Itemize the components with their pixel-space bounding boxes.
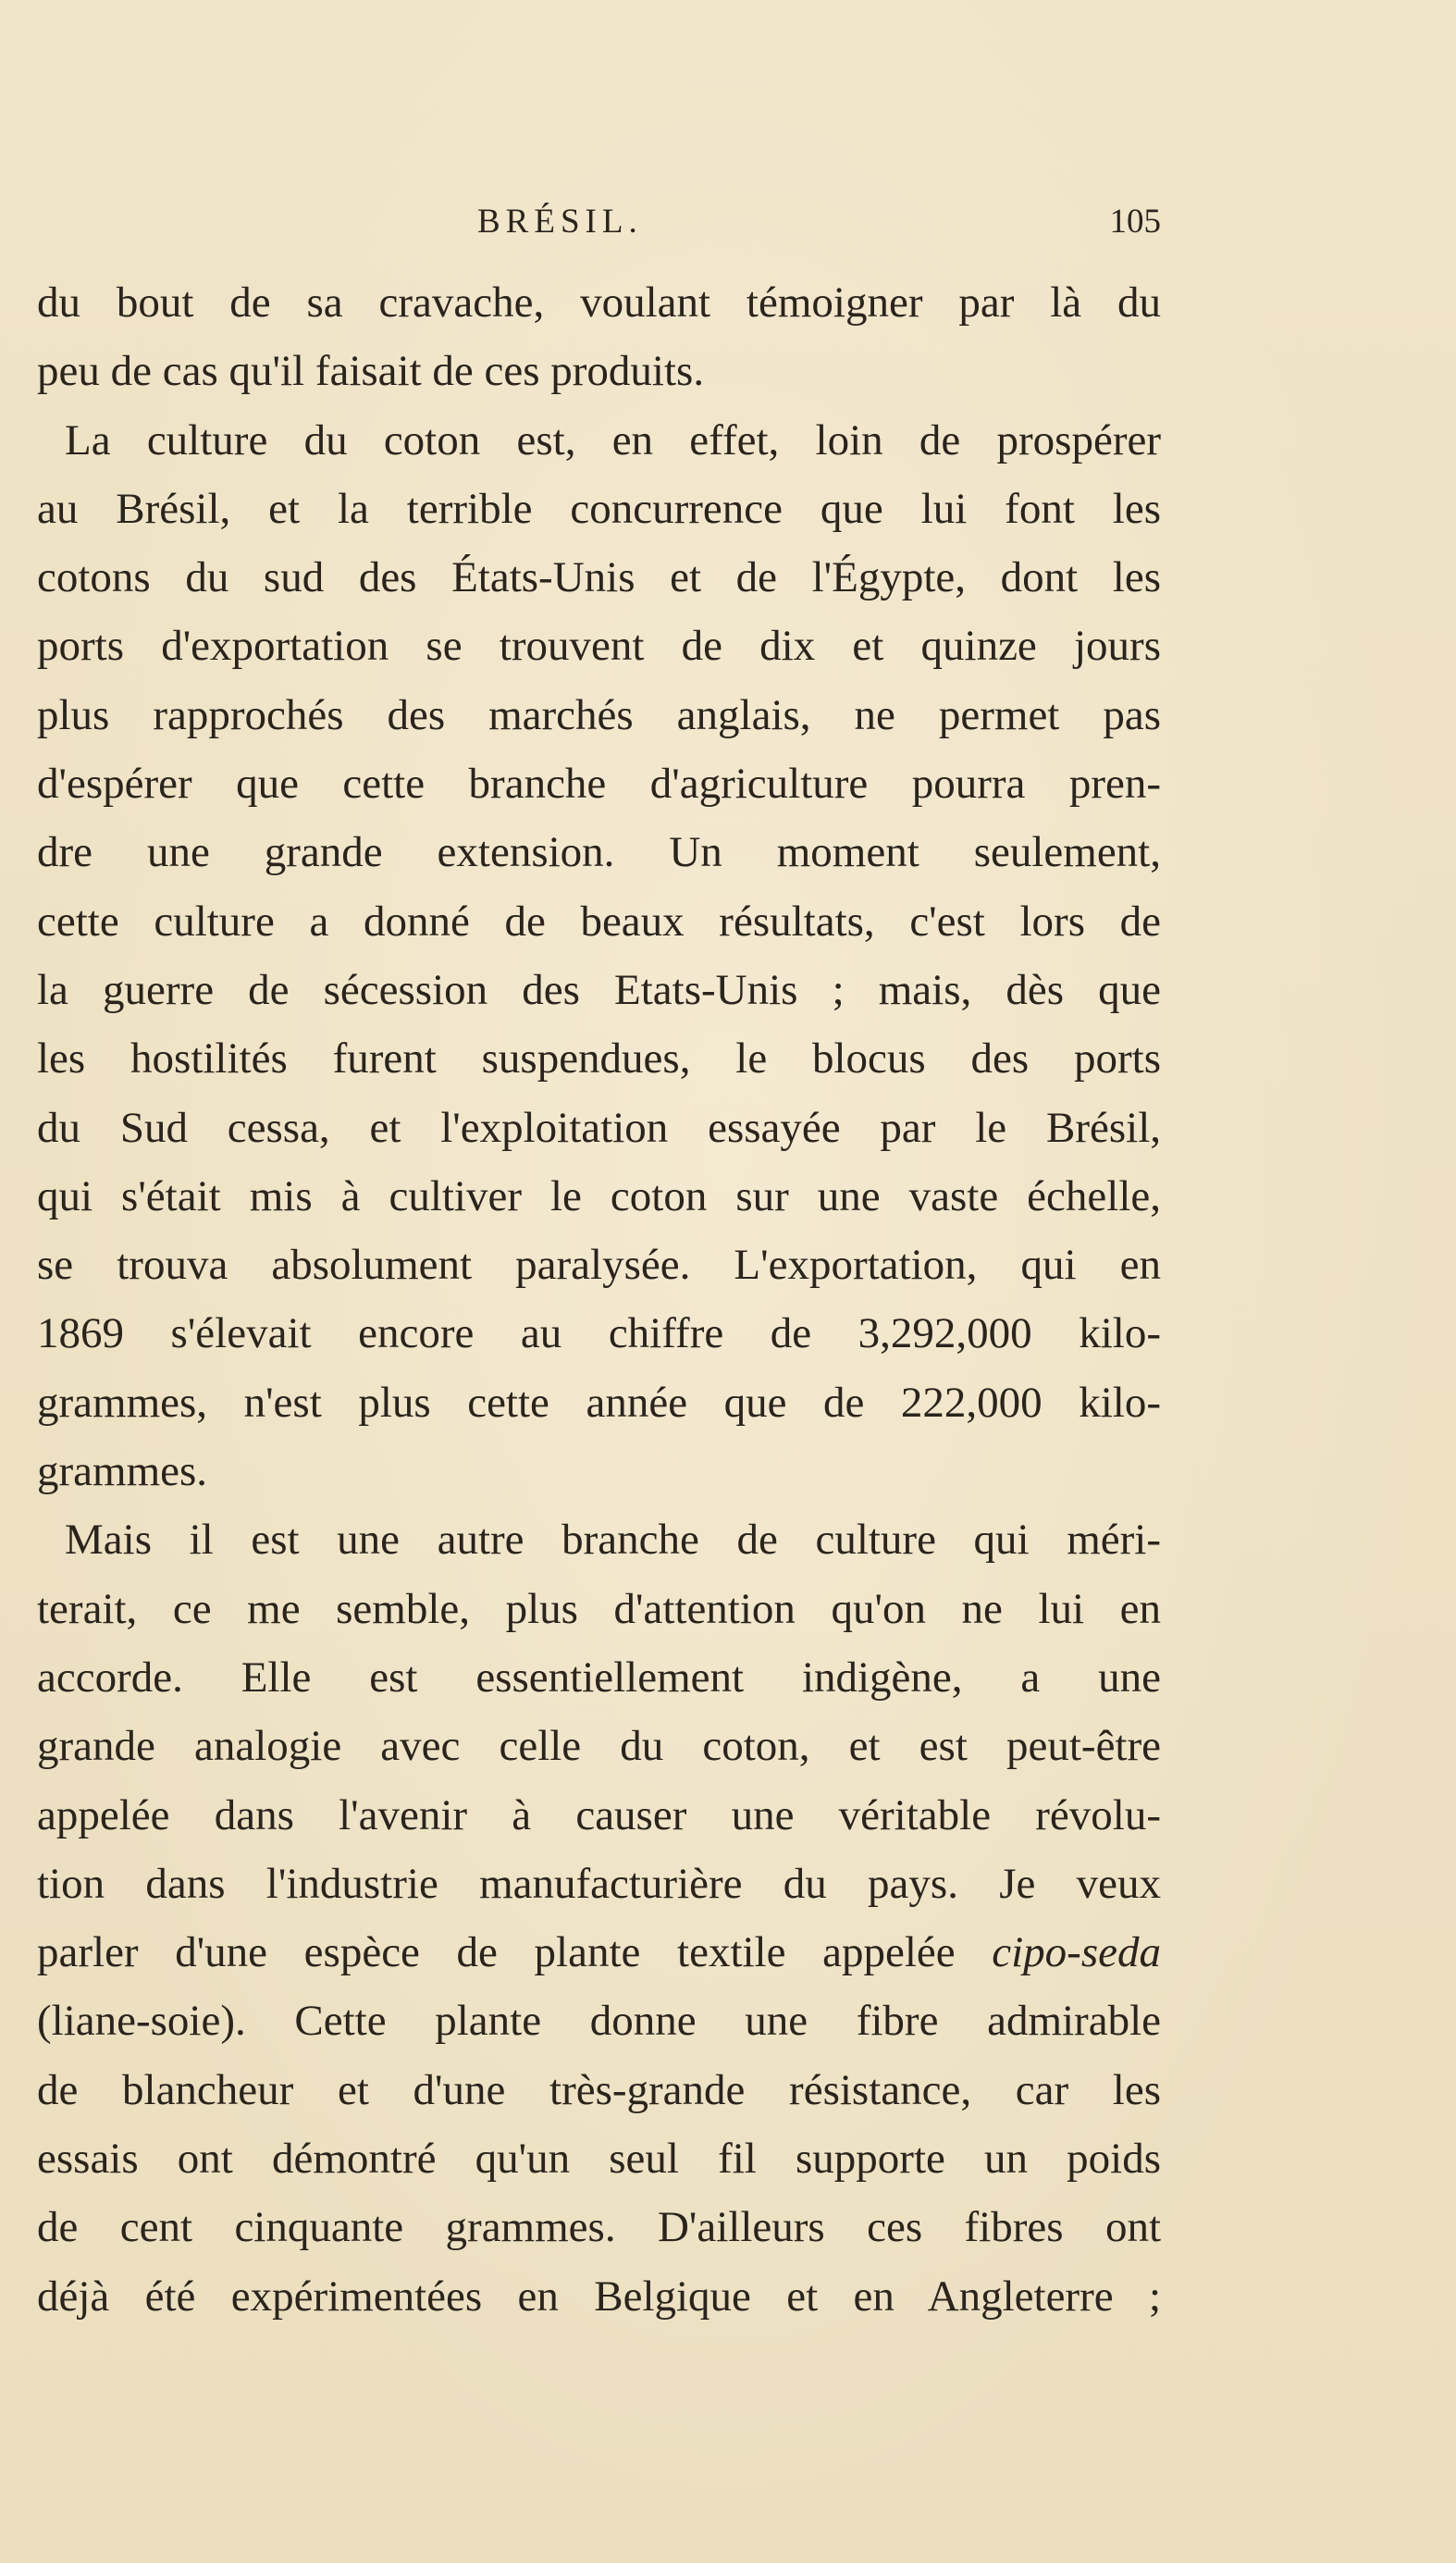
text-line: plus rapprochés des marchés anglais, ne permet pas — [37, 690, 1161, 739]
body-text — [37, 268, 1161, 2331]
text-line-with-italic — [37, 1918, 1161, 1987]
italic-term: cipo-seda — [992, 1928, 1161, 1977]
line-text: parler d'une espèce de plante textile appelée — [37, 1928, 956, 1977]
text-line: accorde. Elle est essentiellement indigène, a une — [37, 1653, 1161, 1702]
text-line: essais ont démontré qu'un seul fil supporte un poids — [37, 2135, 1161, 2184]
text-line: qui s'était mis à cultiver le coton sur une vaste échelle, — [37, 1171, 1161, 1220]
text-line: déjà été expérimentées en Belgique et en Angleterre ; — [37, 2272, 1161, 2321]
text-line: ports d'exportation se trouvent de dix et quinze jours — [37, 622, 1161, 671]
text-line: au Brésil, et la terrible concurrence que lui font les — [37, 484, 1161, 533]
text-line: cette culture a donné de beaux résultats, c'est lors de — [37, 897, 1161, 946]
text-line: peu de cas qu'il faisait de ces produits. — [37, 347, 705, 396]
text-line: grammes, n'est plus cette année que de 222,000 kilo- — [37, 1378, 1161, 1427]
text-line: tion dans l'industrie manufacturière du pays. Je veux — [37, 1859, 1161, 1908]
page-header — [37, 202, 1161, 257]
text-line: terait, ce me semble, plus d'attention qu'on ne lui en — [37, 1584, 1161, 1633]
text-line: cotons du sud des États-Unis et de l'Égypte, dont les — [37, 553, 1161, 602]
text-line: de cent cinquante grammes. D'ailleurs ces fibres ont — [37, 2203, 1161, 2252]
text-line: les hostilités furent suspendues, le blocus des ports — [37, 1034, 1161, 1083]
running-title: BRÉSIL. — [477, 203, 643, 241]
paragraph-start-line: Mais il est une autre branche de culture qui méri- — [65, 1516, 1161, 1565]
paragraph-start-line: La culture du coton est, en effet, loin de prospérer — [65, 415, 1161, 464]
text-line: la guerre de sécession des Etats-Unis ; mais, dès que — [37, 965, 1161, 1014]
text-line: se trouva absolument paralysée. L'exportation, qui en — [37, 1241, 1161, 1290]
text-line: dre une grande extension. Un moment seulement, — [37, 828, 1161, 877]
text-line: de blancheur et d'une très-grande résistance, car les — [37, 2065, 1161, 2114]
text-line: du Sud cessa, et l'exploitation essayée par le Brésil, — [37, 1103, 1161, 1152]
text-line: grammes. — [37, 1447, 208, 1496]
page-number: 105 — [1109, 203, 1161, 241]
text-line: 1869 s'élevait encore au chiffre de 3,292,000 kilo- — [37, 1309, 1161, 1358]
text-line: appelée dans l'avenir à causer une véritable révolu- — [37, 1790, 1161, 1839]
text-line: (liane-soie). Cette plante donne une fibre admirable — [37, 1997, 1161, 2046]
text-line: grande analogie avec celle du coton, et est peut-être — [37, 1722, 1161, 1771]
text-line: du bout de sa cravache, voulant témoigner par là du — [37, 279, 1161, 327]
text-line: d'espérer que cette branche d'agriculture pourra pren- — [37, 760, 1161, 809]
